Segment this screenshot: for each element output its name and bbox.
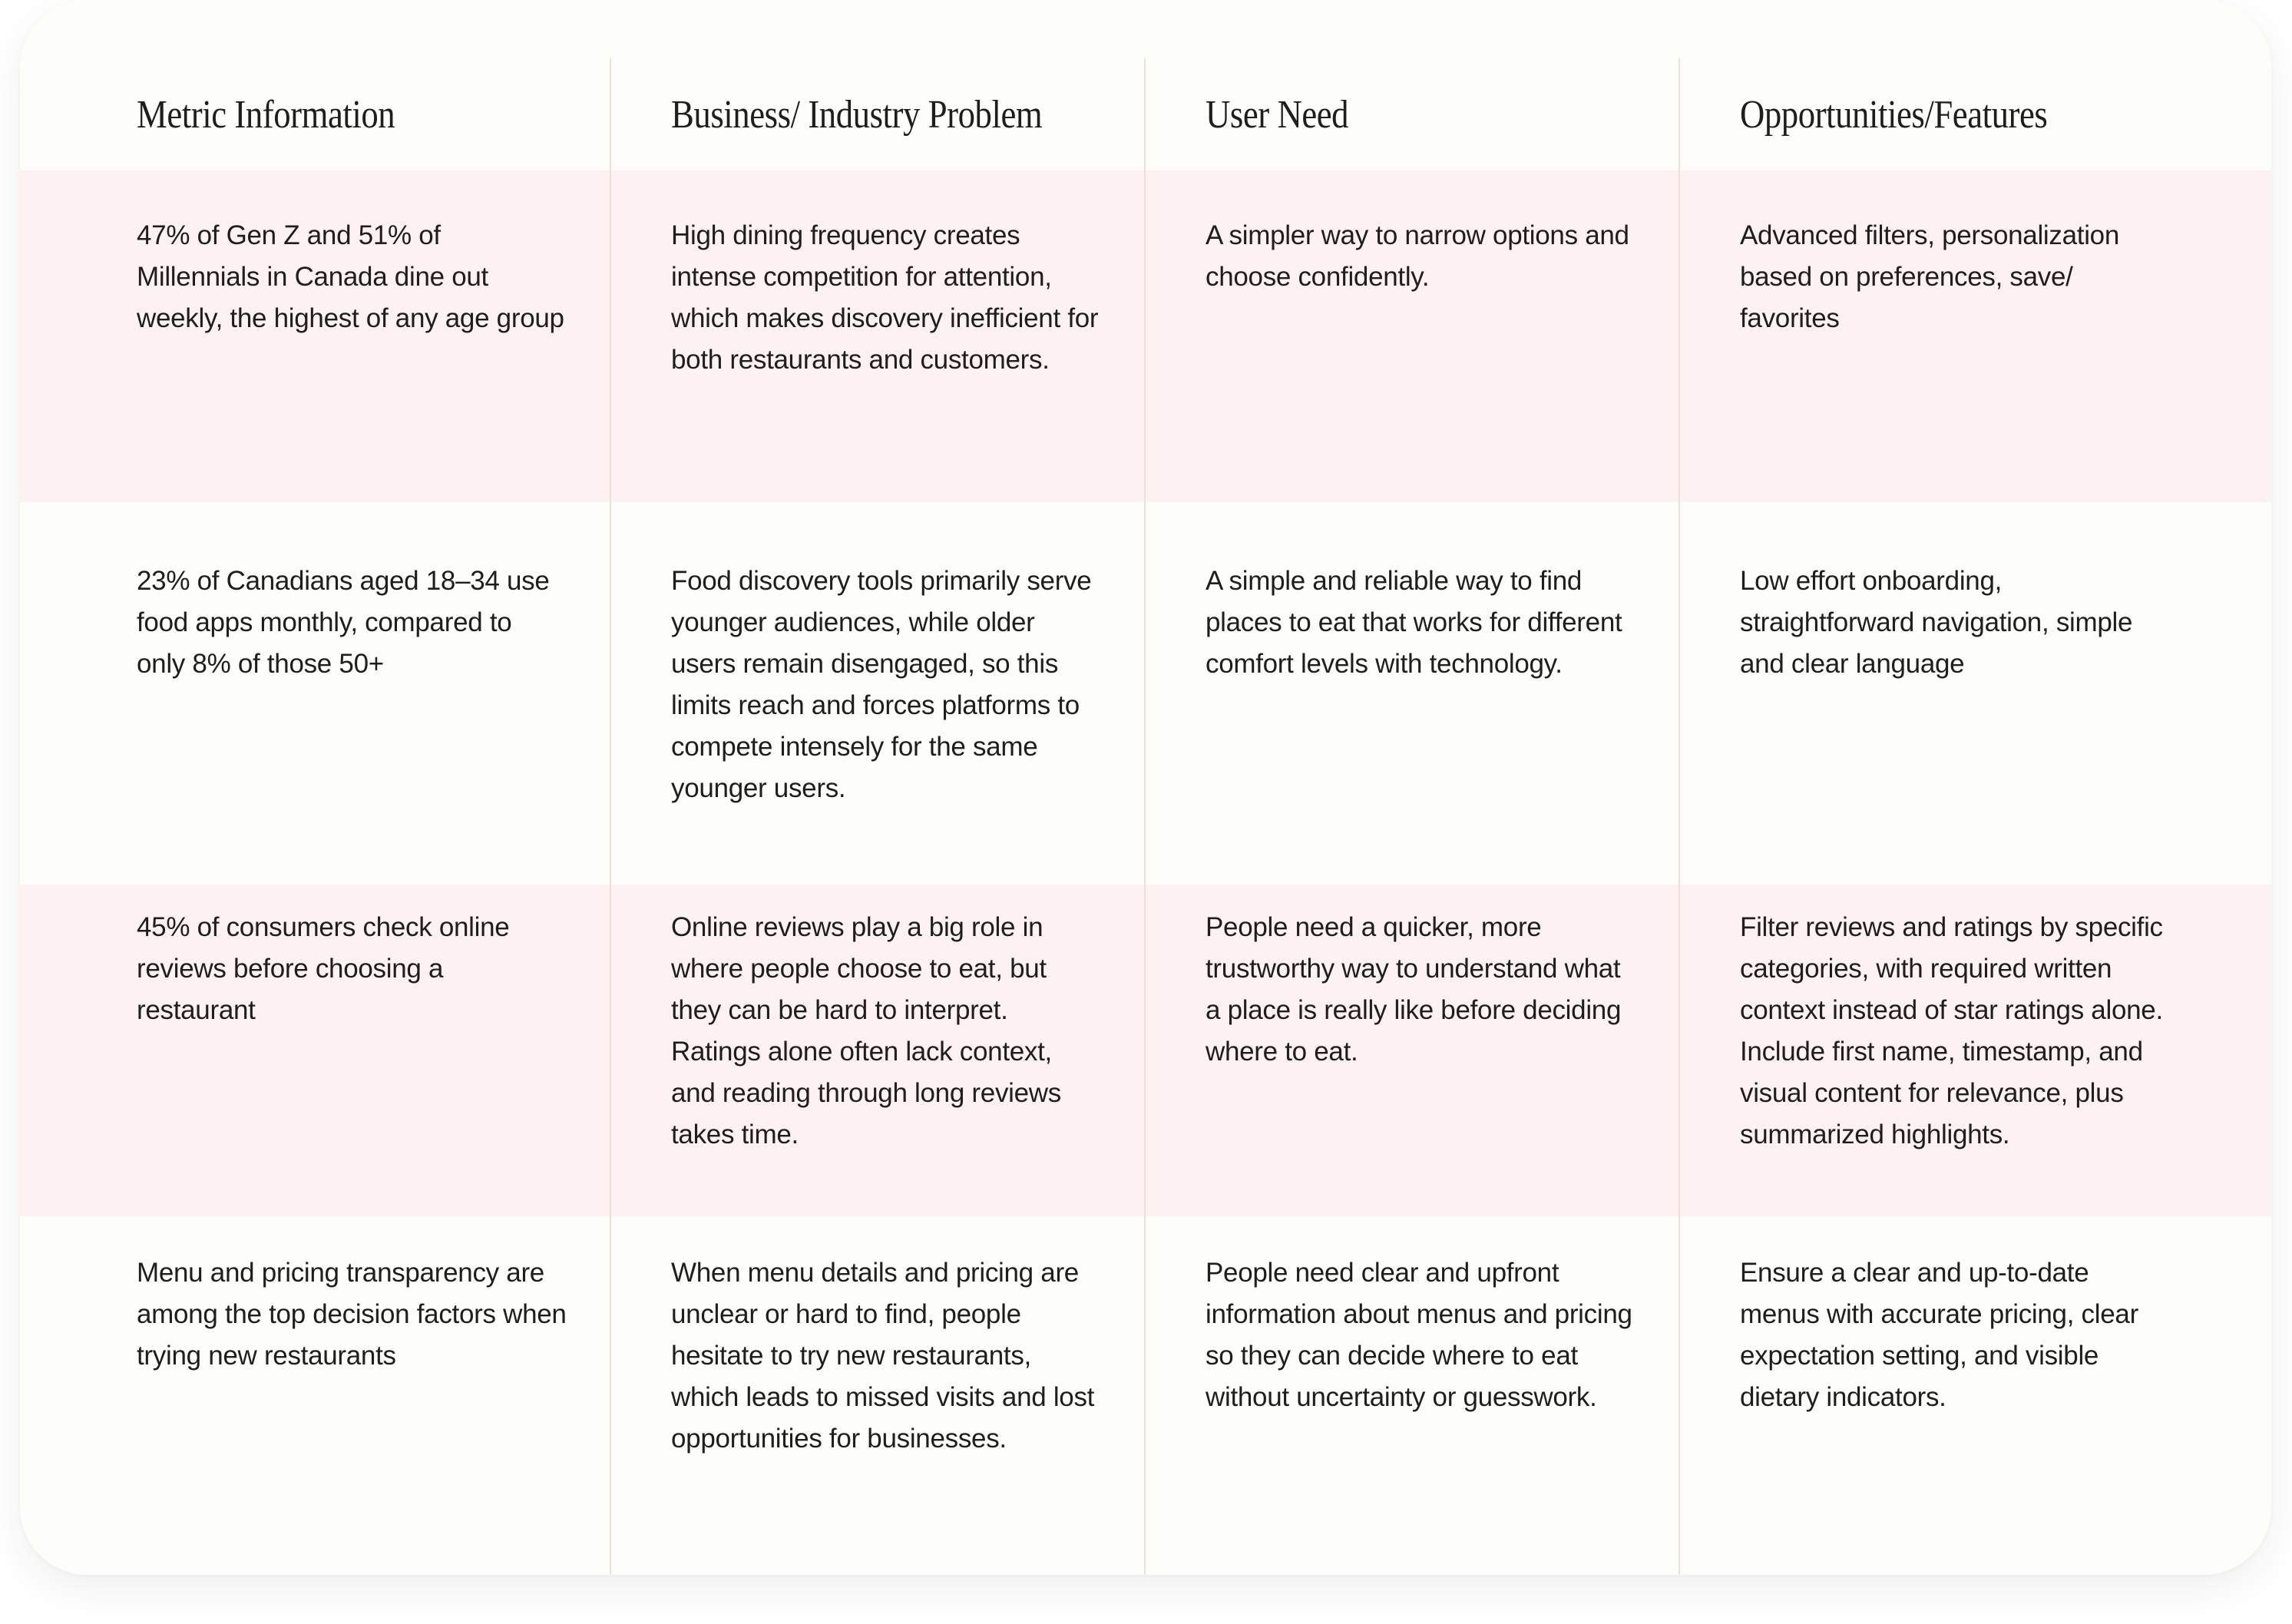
table-cell: Menu and pricing transparency are among the top decision factors when trying new restaurants	[137, 1258, 567, 1371]
table-cell: High dining frequency creates intense competition for attention, which makes discovery inefficient for both restaurants and customers.	[671, 220, 1099, 375]
table-cell: 47% of Gen Z and 51% of Millennials in Canada dine out weekly, the highest of any age group	[137, 220, 564, 333]
table-cell: 45% of consumers check online reviews before choosing a restaurant	[137, 912, 510, 1025]
header-opportunities-features: Opportunities/Features	[1740, 93, 2048, 137]
header-user-need: User Need	[1206, 93, 1349, 137]
column-divider-3	[1678, 58, 1680, 1575]
table-cell: Low effort onboarding, straightforward navigation, simple and clear language	[1740, 566, 2133, 679]
column-divider-2	[1144, 58, 1146, 1575]
table-cell: A simpler way to narrow options and choose confidently.	[1206, 220, 1629, 292]
table-cell: People need clear and upfront information about menus and pricing so they can decide where to eat without uncertainty or guesswork.	[1206, 1258, 1632, 1412]
header-metric-information: Metric Information	[137, 93, 395, 137]
table-cell: Ensure a clear and up-to-date menus with accurate pricing, clear expectation setting, and visible dietary indicators.	[1740, 1258, 2138, 1412]
table-cell: People need a quicker, more trustworthy way to understand what a place is really like before deciding where to eat.	[1206, 912, 1622, 1067]
table-cell: Filter reviews and ratings by specific categories, with required written context instead of star ratings alone. Include first name, timestamp, and visual content for relevance, plus summarized highlights.	[1740, 912, 2163, 1149]
column-divider-1	[610, 58, 611, 1575]
table-cell: When menu details and pricing are unclear or hard to find, people hesitate to try new restaurants, which leads to missed visits and lost opportunities for businesses.	[671, 1258, 1095, 1454]
header-business-industry-problem: Business/ Industry Problem	[671, 93, 1043, 137]
table-cell: Food discovery tools primarily serve younger audiences, while older users remain disengaged, so this limits reach and forces platforms to compete intensely for the same younger users.	[671, 566, 1092, 803]
table-cell: Online reviews play a big role in where people choose to eat, but they can be hard to interpret. Ratings alone often lack context, and reading through long reviews takes time.	[671, 912, 1061, 1149]
research-table-card	[20, 0, 2271, 1575]
table-cell: Advanced filters, personalization based on preferences, save/ favorites	[1740, 220, 2119, 333]
table-cell: 23% of Canadians aged 18–34 use food apps monthly, compared to only 8% of those 50+	[137, 566, 550, 679]
table-cell: A simple and reliable way to find places to eat that works for different comfort levels with technology.	[1206, 566, 1622, 679]
